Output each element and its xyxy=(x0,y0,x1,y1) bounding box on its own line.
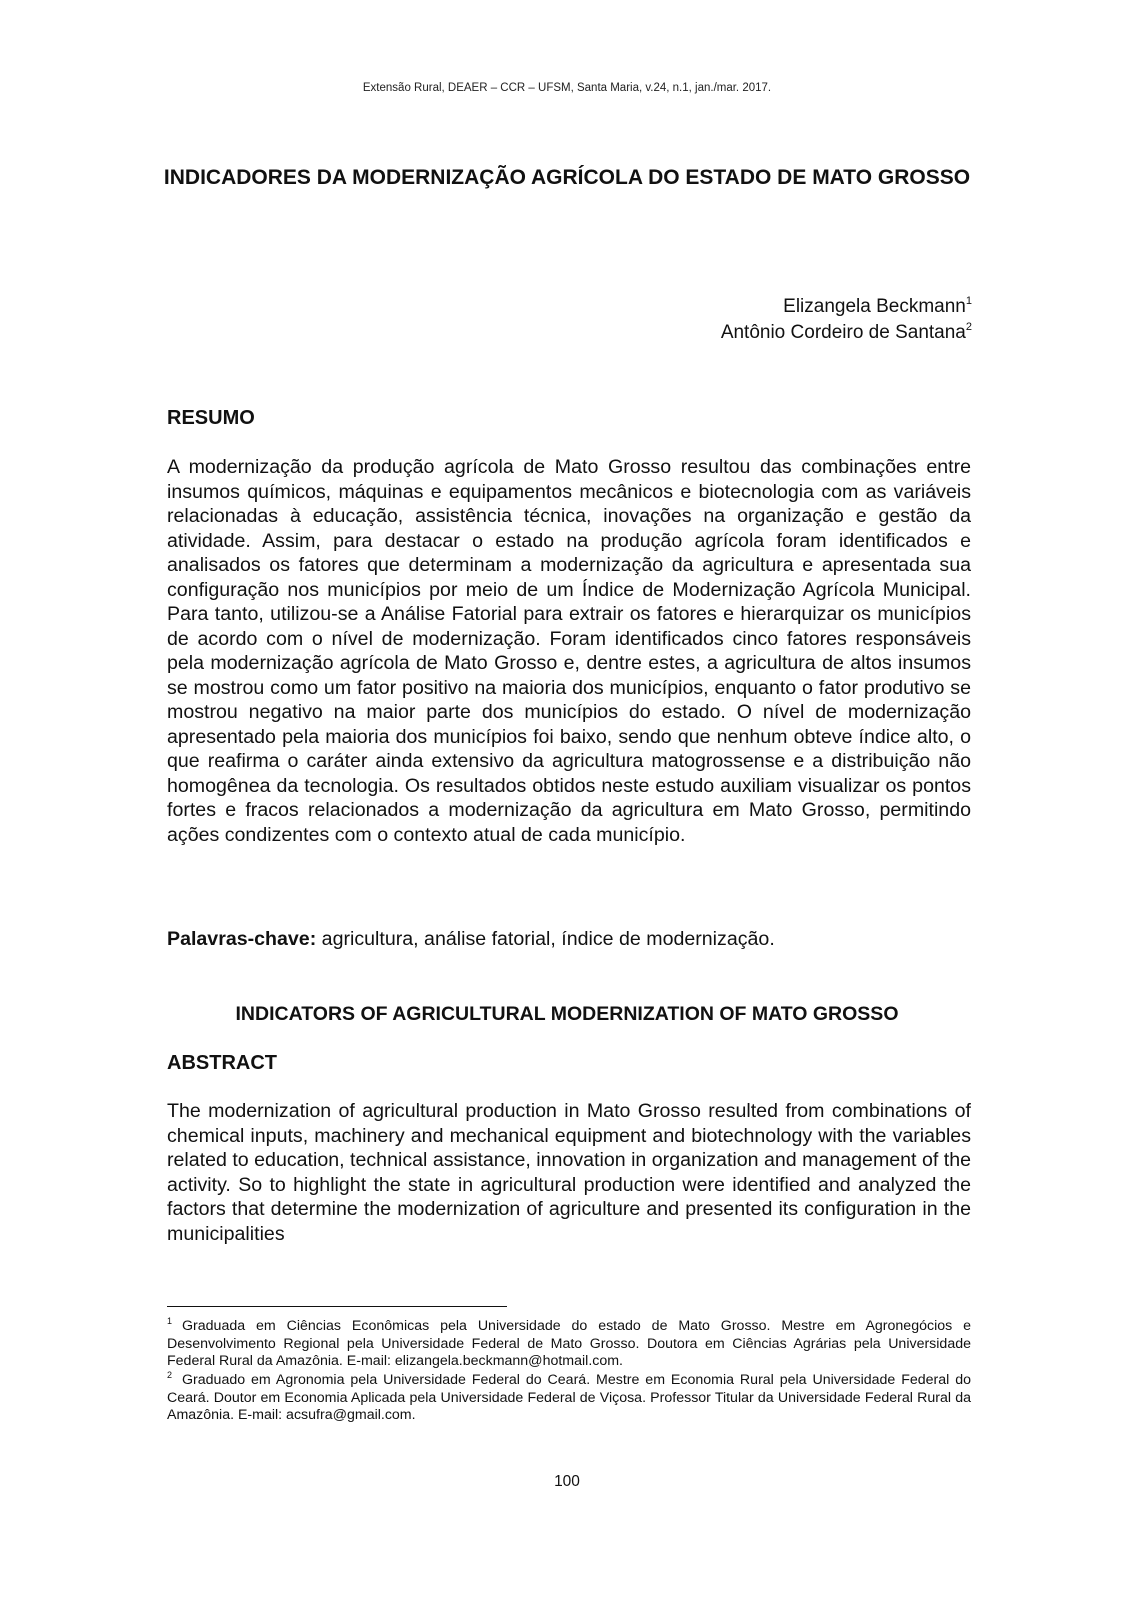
resumo-text: A modernização da produção agrícola de Mato Grosso resultou das combinações entre insumos químicos, máquinas e equipamentos mecânicos e biotecnologia com as variáveis relacionadas à educação, assistência técnica, inovações na organização e gestão da atividade. Assim, para destacar o estado na produção agrícola foram identificados e analisados os fatores que determinam a modernização da agricultura e apresentada sua configuração nos municípios por meio de um Índice de Modernização Agrícola Municipal. Para tanto, utilizou-se a Análise Fatorial para extrair os fatores e hierarquizar os municípios de acordo com o nível de modernização. Foram identificados cinco fatores responsáveis pela modernização agrícola de Mato Grosso e, dentre estes, a agricultura de altos insumos se mostrou como um fator positivo na maioria dos municípios, enquanto o fator produtivo se mostrou negativo na maior parte dos municípios do estado. O nível de modernização apresentado pela maioria dos municípios foi baixo, sendo que nenhum obteve índice alto, o que reafirma o caráter ainda extensivo da agricultura matogrossense e a distribuição não homogênea da tecnologia. Os resultados obtidos neste estudo auxiliam visualizar os pontos fortes e fracos relacionados a modernização da agricultura em Mato Grosso, permitindo ações condizentes com o contexto atual de cada município. xyxy=(167,456,971,846)
footnote-text: Graduada em Ciências Econômicas pela Universidade do estado de Mato Grosso. Mestre em Agronegócios e Desenvolvimento Regional pela Universidade Federal de Mato Grosso. Doutora em Ciências Agrárias pela Universidade Federal Rural da Amazônia. E-mail: elizangela.beckmann@hotmail.com. xyxy=(167,1318,971,1369)
footnote-mark: 1 xyxy=(965,295,972,307)
footnote-2 xyxy=(167,1372,971,1425)
footnote-mark: 1 xyxy=(167,1316,173,1326)
author-name: Elizangela Beckmann xyxy=(783,296,966,317)
author-name: Antônio Cordeiro de Santana xyxy=(720,322,966,343)
footnote-mark: 2 xyxy=(965,321,972,333)
footnote-text: Graduado em Agronomia pela Universidade Federal do Ceará. Mestre em Economia Rural pela Universidade Federal do Ceará. Doutor em Economia Aplicada pela Universidade Federal de Viçosa. Professor Titular da Universidade Federal Rural da Amazônia. E-mail: acsufra@gmail.com. xyxy=(167,1372,971,1423)
abstract-heading: ABSTRACT xyxy=(167,1052,277,1074)
keywords-text: agricultura, análise fatorial, índice de modernização. xyxy=(316,928,775,950)
keywords-label: Palavras-chave: xyxy=(167,928,317,950)
abstract-text: The modernization of agricultural production in Mato Grosso resulted from combinations of chemical inputs, machinery and mechanical equipment and biotechnology with the variables related to education, technical assistance, innovation in organization and management of the activity. So to highlight the state in agricultural production were identified and analyzed the factors that determine the modernization of agriculture and presented its configuration in the municipalities xyxy=(167,1100,971,1245)
resumo-heading: RESUMO xyxy=(167,407,255,429)
footnote-mark: 2 xyxy=(167,1370,173,1380)
footnote-1 xyxy=(167,1318,971,1371)
paper-title: INDICADORES DA MODERNIZAÇÃO AGRÍCOLA DO ESTADO DE MATO GROSSO xyxy=(163,166,971,189)
author-list xyxy=(721,294,972,346)
author-1 xyxy=(721,294,972,320)
footnote-separator xyxy=(167,1306,507,1307)
running-header: Extensão Rural, DEAER – CCR – UFSM, Santa Maria, v.24, n.1, jan./mar. 2017. xyxy=(362,82,772,94)
author-2 xyxy=(721,320,972,346)
english-title: INDICATORS OF AGRICULTURAL MODERNIZATION OF MATO GROSSO xyxy=(235,1003,899,1025)
keywords xyxy=(167,928,775,951)
page-number: 100 xyxy=(554,1473,580,1490)
